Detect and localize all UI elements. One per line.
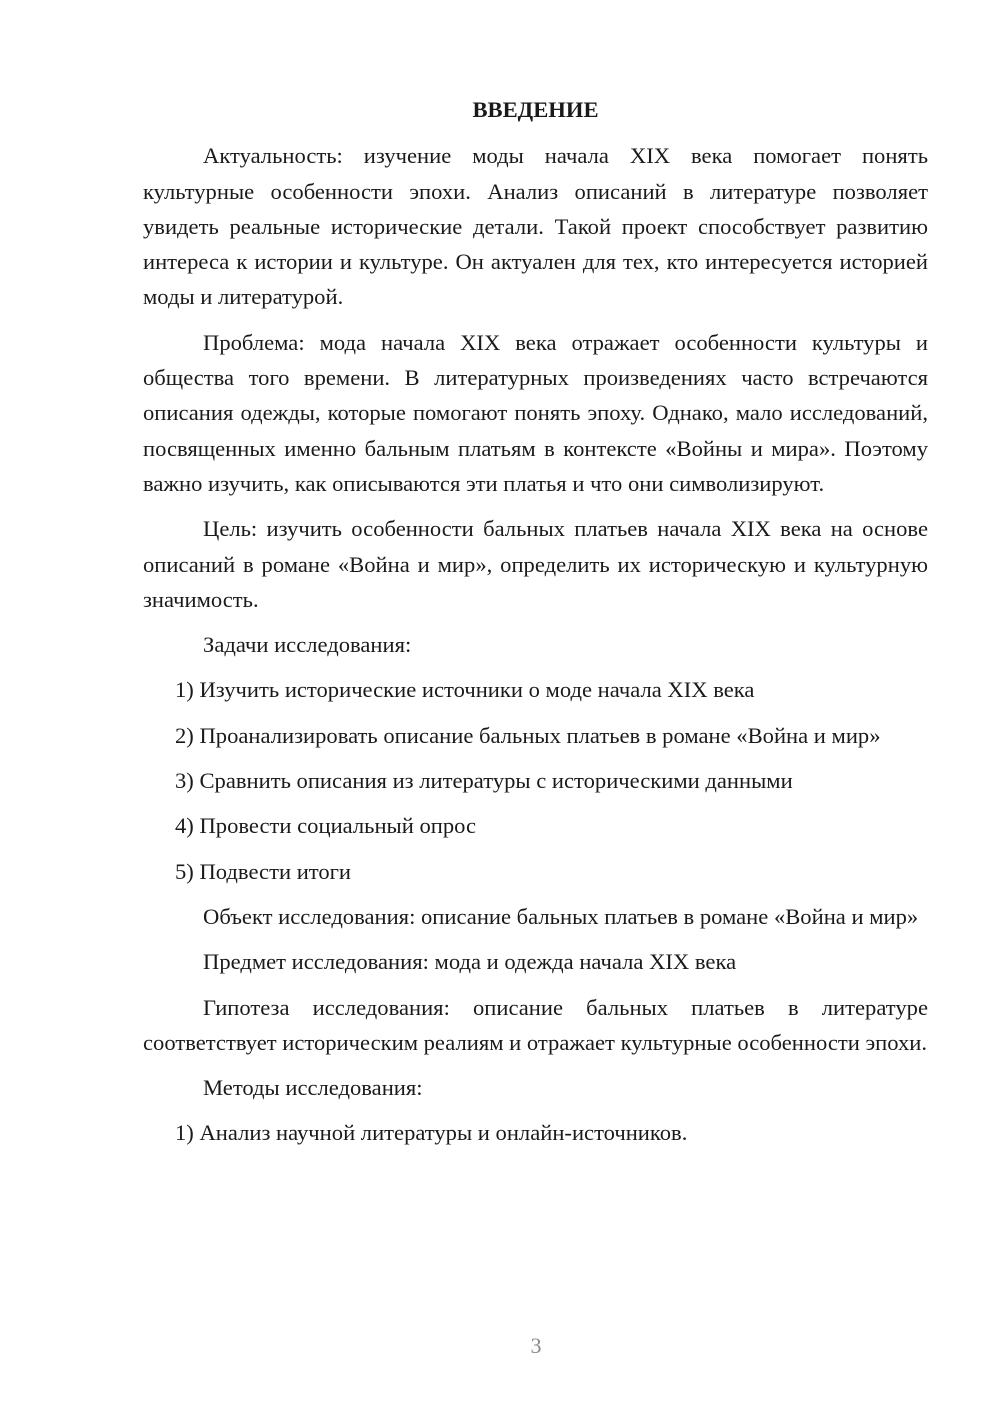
document-page xyxy=(143,92,928,1161)
task-item-4: 4) Провести социальный опрос xyxy=(175,813,477,839)
tasks-heading: Задачи исследования: xyxy=(203,632,412,658)
subject-paragraph: Предмет исследования: мода и одежда начала XIX века xyxy=(203,949,737,975)
page-number: 3 xyxy=(530,1333,542,1358)
section-title: ВВЕДЕНИЕ xyxy=(472,97,599,122)
methods-heading: Методы исследования: xyxy=(203,1075,423,1101)
relevance-paragraph: Актуальность: изучение моды начала XIX века помогает понять культурные особенности эпохи. Анализ описаний в литературе позволяет увидеть реальные исторические детали. Такой проект способствует развитию интереса к истории и культуре. Он актуален для тех, кто интересуется историей моды и литературой. xyxy=(143,143,928,310)
object-paragraph: Объект исследования: описание бальных платьев в романе «Война и мир» xyxy=(203,903,919,929)
task-item-3: 3) Сравнить описания из литературы с историческими данными xyxy=(175,768,793,794)
task-item-1: 1) Изучить исторические источники о моде начала XIX века xyxy=(175,677,755,703)
task-item-5: 5) Подвести итоги xyxy=(175,858,352,884)
hypothesis-paragraph: Гипотеза исследования: описание бальных платьев в литературе соответствует историческим реалиям и отражает культурные особенности эпохи. xyxy=(143,994,928,1055)
problem-paragraph: Проблема: мода начала XIX века отражает особенности культуры и общества того времени. В литературных произведениях часто встречаются описания одежды, которые помогают понять эпоху. Однако, мало исследований, посвященных именно бальным платьям в контексте «Войны и мира». Поэтому важно изучить, как описываются эти платья и что они символизируют. xyxy=(143,329,928,496)
method-item-1: 1) Анализ научной литературы и онлайн-источников. xyxy=(175,1120,688,1146)
task-item-2: 2) Проанализировать описание бальных платьев в романе «Война и мир» xyxy=(175,722,881,748)
goal-paragraph: Цель: изучить особенности бальных платьев начала XIX века на основе описаний в романе «Война и мир», определить их историческую и культурную значимость. xyxy=(143,516,928,612)
